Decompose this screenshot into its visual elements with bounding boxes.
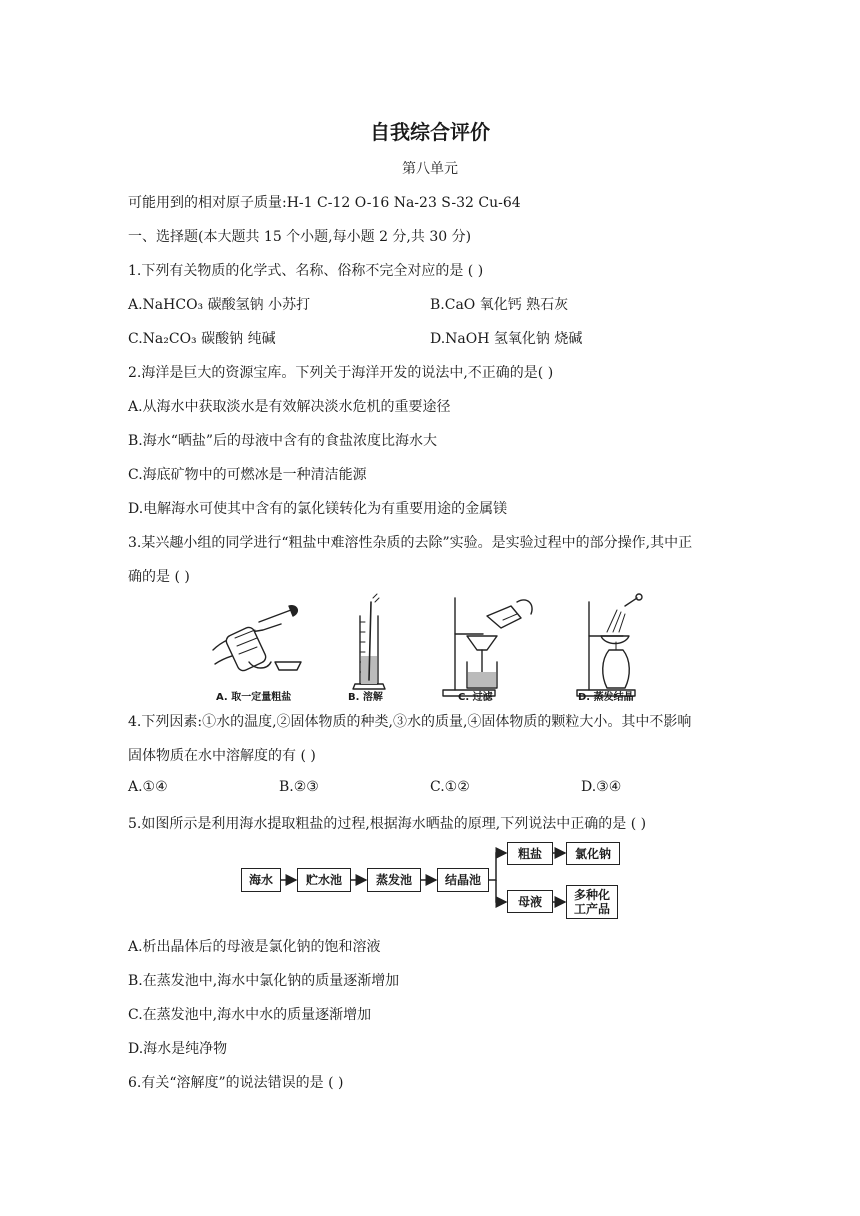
section-heading: 一、选择题(本大题共 15 个小题,每小题 2 分,共 30 分): [128, 229, 472, 245]
flow-node-seawater: 海水: [241, 868, 281, 892]
flow-node-sodium-chloride: 氯化钠: [566, 842, 620, 865]
unit-subtitle: 第八单元: [402, 161, 458, 177]
q3-figure-label-a: A. 取一定量粗盐: [216, 692, 292, 703]
q5-option-a: A.析出晶体后的母液是氯化钠的饱和溶液: [128, 939, 381, 955]
flow-node-evaporation-pond: 蒸发池: [367, 868, 421, 892]
page-title: 自我综合评价: [370, 120, 490, 144]
q1-option-d: D.NaOH 氢氧化钠 烧碱: [430, 331, 583, 347]
q3-stem-line2: 确的是 ( ): [128, 569, 190, 585]
atomic-masses-note: 可能用到的相对原子质量:H-1 C-12 O-16 Na-23 S-32 Cu-64: [128, 195, 521, 211]
q4-option-d: D.③④: [581, 779, 622, 795]
q1-option-b: B.CaO 氧化钙 熟石灰: [430, 297, 569, 313]
q2-option-d: D.电解海水可使其中含有的氯化镁转化为有重要用途的金属镁: [128, 501, 508, 517]
flow-node-chemical-products: 多种化工产品: [566, 885, 618, 919]
q4-option-c: C.①②: [430, 779, 470, 795]
q4-stem-line1: 4.下列因素:①水的温度,②固体物质的种类,③水的质量,④固体物质的颗粒大小。其中不影响: [128, 714, 692, 730]
q4-option-b: B.②③: [279, 779, 319, 795]
q4-stem-line2: 固体物质在水中溶解度的有 ( ): [128, 748, 316, 764]
q2-option-a: A.从海水中获取淡水是有效解决淡水危机的重要途径: [128, 399, 451, 415]
q1-stem: 1.下列有关物质的化学式、名称、俗称不完全对应的是 ( ): [128, 263, 484, 279]
q2-option-b: B.海水“晒盐”后的母液中含有的食盐浓度比海水大: [128, 433, 438, 449]
q3-figure-label-c: C. 过滤: [458, 692, 493, 703]
flow-node-mother-liquor: 母液: [507, 890, 553, 913]
flow-node-storage-pond: 贮水池: [297, 868, 351, 892]
q1-option-c: C.Na₂CO₃ 碳酸钠 纯碱: [128, 331, 276, 347]
flow-node-crude-salt: 粗盐: [507, 842, 553, 865]
q3-figure-label-d: D. 蒸发结晶: [578, 692, 634, 703]
q3-stem-line1: 3.某兴趣小组的同学进行“粗盐中难溶性杂质的去除”实验。是实验过程中的部分操作,其中正: [128, 535, 693, 551]
q3-figure-label-b: B. 溶解: [348, 692, 383, 703]
q6-stem: 6.有关“溶解度”的说法错误的是 ( ): [128, 1075, 344, 1091]
q5-option-c: C.在蒸发池中,海水中水的质量逐渐增加: [128, 1007, 372, 1023]
q5-option-b: B.在蒸发池中,海水中氯化钠的质量逐渐增加: [128, 973, 400, 989]
q5-stem: 5.如图所示是利用海水提取粗盐的过程,根据海水晒盐的原理,下列说法中正确的是 ( ): [128, 816, 647, 832]
q5-option-d: D.海水是纯净物: [128, 1041, 228, 1057]
q2-option-c: C.海底矿物中的可燃冰是一种清洁能源: [128, 467, 367, 483]
q4-option-a: A.①④: [128, 779, 168, 795]
q2-stem: 2.海洋是巨大的资源宝库。下列关于海洋开发的说法中,不正确的是( ): [128, 365, 554, 381]
q1-option-a: A.NaHCO₃ 碳酸氢钠 小苏打: [128, 297, 311, 313]
flow-node-crystallization-pond: 结晶池: [437, 868, 489, 892]
